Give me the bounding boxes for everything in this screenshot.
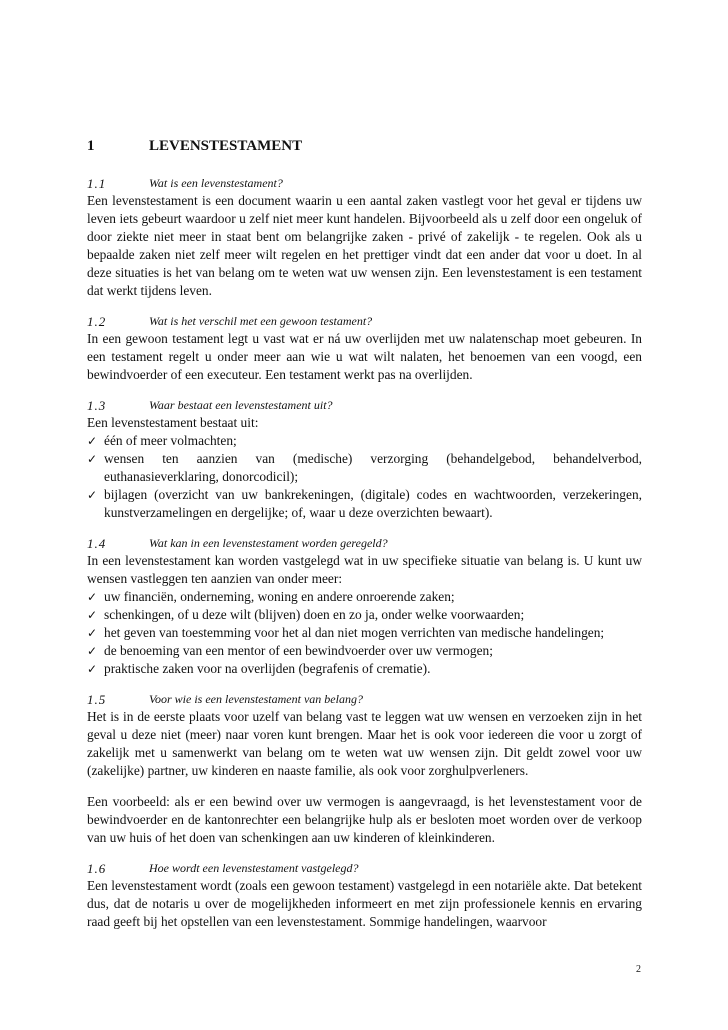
section-number: 1.6: [87, 861, 107, 876]
list-item: ✓ praktische zaken voor na overlijden (begrafenis of crematie).: [87, 661, 431, 676]
paragraph: In een gewoon testament legt u vast wat er ná uw overlijden met uw nalatenschap moet gebeuren. In een testament regelt u onder meer aan wie u wat wilt nalaten, het benoemen van een voogd, een bewindvoerder of een executeur. Een testament werkt pas na overlijden.: [87, 331, 642, 382]
paragraph: Een levenstestament wordt (zoals een gewoon testament) vastgelegd in een notariële akte. Dat betekent dus, dat de notaris u over de mogelijkheden informeert en met zijn professionele kennis en ervaring raad geeft bij het opstellen van een levenstestament. Sommige handelingen, waarvoor: [87, 878, 642, 929]
section-heading: [87, 691, 642, 708]
list-item: ✓ bijlagen (overzicht van uw bankrekeningen, (digitale) codes en wachtwoorden, verzekeringen, kunstverzamelingen en dergelijke; of, waar u deze overzichten bewaart).: [87, 487, 642, 520]
section-title: Voor wie is een levenstestament van belang?: [149, 692, 363, 706]
section-title: Wat is het verschil met een gewoon testament?: [149, 314, 373, 328]
checklist: [87, 432, 642, 522]
list-item: ✓ één of meer volmachten;: [87, 433, 237, 448]
section-title: Waar bestaat een levenstestament uit?: [149, 398, 333, 412]
paragraph: Een levenstestament bestaat uit:: [87, 415, 259, 430]
check-icon: ✓: [87, 434, 98, 448]
paragraph: Een voorbeeld: als er een bewind over uw vermogen is aangevraagd, is het levenstestament voor de bewindvoerder en de kantonrechter een belangrijke hulp als er besloten moet worden over de verkoop van uw huis of het doen van schenkingen aan uw kinderen of kleinkinderen.: [87, 794, 642, 845]
paragraph: Het is in de eerste plaats voor uzelf van belang vast te leggen wat uw wensen en verzoeken zijn in het geval u deze niet (meer) naar voren kunt brengen. Maar het is ook voor iedereen die voor u zorgt of zakelijk met u samenwerkt van belang om te weten wat uw wensen zijn. Dit geldt zowel voor uw (zakelijke) partner, uw kinderen en naaste familie, als ook voor zorghulpverleners.: [87, 709, 642, 778]
section-number: 1.4: [87, 536, 107, 551]
paragraph: In een levenstestament kan worden vastgelegd wat in uw specifieke situatie van belang is. U kunt uw wensen vastleggen ten aanzien van onder meer:: [87, 553, 642, 586]
section-title: Wat is een levenstestament?: [149, 176, 283, 190]
page-number: 2: [636, 964, 641, 975]
list-item: ✓ uw financiën, onderneming, woning en andere onroerende zaken;: [87, 589, 455, 604]
checklist: [87, 588, 642, 678]
section-heading: [87, 860, 642, 877]
list-item: ✓ de benoeming van een mentor of een bewindvoerder over uw vermogen;: [87, 643, 493, 658]
check-icon: ✓: [87, 488, 98, 502]
paragraph: Een levenstestament is een document waarin u een aantal zaken vastlegt voor het geval er tijdens uw leven iets gebeurt waardoor u zelf niet meer kunt handelen. Bijvoorbeeld als u zelf door een ongeluk of door ziekte niet meer in staat bent om belangrijke zaken - privé of zakelijk - te regelen. Ook als u bepaalde zaken niet zelf meer wilt regelen en het prettiger vindt dat een ander dat voor u doet. In al deze situaties is het van belang om te weten wat uw wensen zijn. Een levenstestament is een testament dat werkt tijdens leven.: [87, 193, 642, 298]
section-heading: [87, 313, 642, 330]
check-icon: ✓: [87, 608, 98, 622]
check-icon: ✓: [87, 662, 98, 676]
check-icon: ✓: [87, 452, 98, 466]
list-item: ✓ het geven van toestemming voor het al dan niet mogen verrichten van medische handelingen;: [87, 625, 605, 640]
check-icon: ✓: [87, 626, 98, 640]
section-heading: [87, 397, 642, 414]
check-icon: ✓: [87, 644, 98, 658]
chapter-number: 1: [87, 138, 95, 154]
section-heading: [87, 175, 642, 192]
list-item: ✓ wensen ten aanzien van (medische) verzorging (behandelgebod, behandelverbod, euthanasieverklaring, donorcodicil);: [87, 451, 642, 484]
chapter-title: LEVENSTESTAMENT: [149, 138, 303, 154]
section-number: 1.3: [87, 398, 107, 413]
section-number: 1.1: [87, 176, 107, 191]
section-title: Hoe wordt een levenstestament vastgelegd?: [149, 861, 359, 875]
section-heading: [87, 535, 642, 552]
document-page: [87, 138, 642, 944]
section-title: Wat kan in een levenstestament worden geregeld?: [149, 536, 388, 550]
chapter-heading: [87, 138, 642, 155]
section-number: 1.5: [87, 692, 107, 707]
list-item: ✓ schenkingen, of u deze wilt (blijven) doen en zo ja, onder welke voorwaarden;: [87, 607, 525, 622]
check-icon: ✓: [87, 590, 98, 604]
section-number: 1.2: [87, 314, 107, 329]
